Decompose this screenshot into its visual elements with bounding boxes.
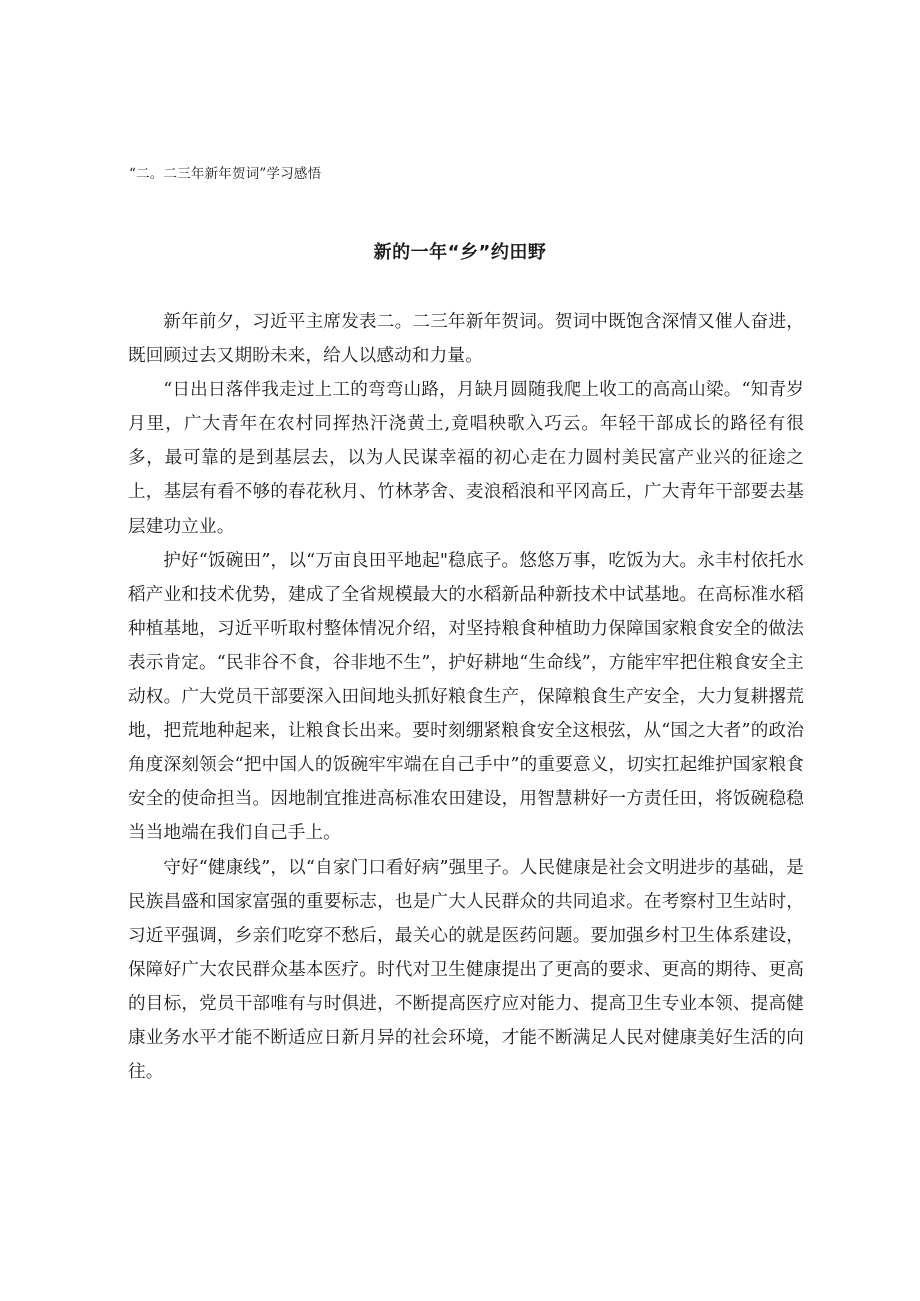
document-body xyxy=(128,305,804,1089)
paragraph-4: 守好“健康线”，以“自家门口看好病”强里子。人民健康是社会文明进步的基础，是民族昌盛和国家富强的重要标志，也是广大人民群众的共同追求。在考察村卫生站时，习近平强调，乡亲们吃穿不愁后，最关心的就是医药问题。要加强乡村卫生体系建设，保障好广大农民群众基本医疗。时代对卫生健康提出了更高的要求、更高的期待、更高的目标，党员干部唯有与时俱进，不断提高医疗应对能力、提高卫生专业本领、提高健康业务水平才能不断适应日新月异的社会环境，才能不断满足人民对健康美好生活的向往。 xyxy=(128,857,804,1083)
paragraph-3: 护好“饭碗田”，以“万亩良田平地起"稳底子。悠悠万事，吃饭为大。永丰村依托水稻产业和技术优势，建成了全省规模最大的水稻新品种新技术中试基地。在高标准水稻种植基地，习近平听取村整体情况介绍，对坚持粮食种植助力保障国家粮食安全的做法表示肯定。“民非谷不食，谷非地不生”，护好耕地“生命线”，方能牢牢把住粮食安全主动权。广大党员干部要深入田间地头抓好粮食生产，保障粮食生产安全，大力复耕撂荒地，把荒地种起来，让粮食长出来。要时刻绷紧粮食安全这根弦，从“国之大者”的政治角度深刻领会“把中国人的饭碗牢牢端在自己手中”的重要意义，切实扛起维护国家粮食安全的使命担当。因地制宜推进高标准农田建设，用智慧耕好一方责任田，将饭碗稳稳当当地端在我们自己手上。 xyxy=(128,550,804,844)
paragraph-2: “日出日落伴我走过上工的弯弯山路，月缺月圆随我爬上收工的高高山梁。“知青岁月里，广大青年在农村同挥热汗浇黄土,竟唱秧歌入巧云。年轻干部成长的路径有很多，最可靠的是到基层去，以为人民谋幸福的初心走在力圆村美民富产业兴的征途之上，基层有看不够的春花秋月、竹林茅舍、麦浪稻浪和平冈高丘，广大青年干部要去基层建功立业。 xyxy=(128,380,804,537)
document-header: “二。二三年新年贺词”学习感悟 xyxy=(129,166,322,182)
document-title: 新的一年“乡”约田野 xyxy=(373,242,547,263)
paragraph-1: 新年前夕，习近平主席发表二。二三年新年贺词。贺词中既饱含深情又催人奋进，既回顾过去又期盼未来，给人以感动和力量。 xyxy=(128,312,804,367)
